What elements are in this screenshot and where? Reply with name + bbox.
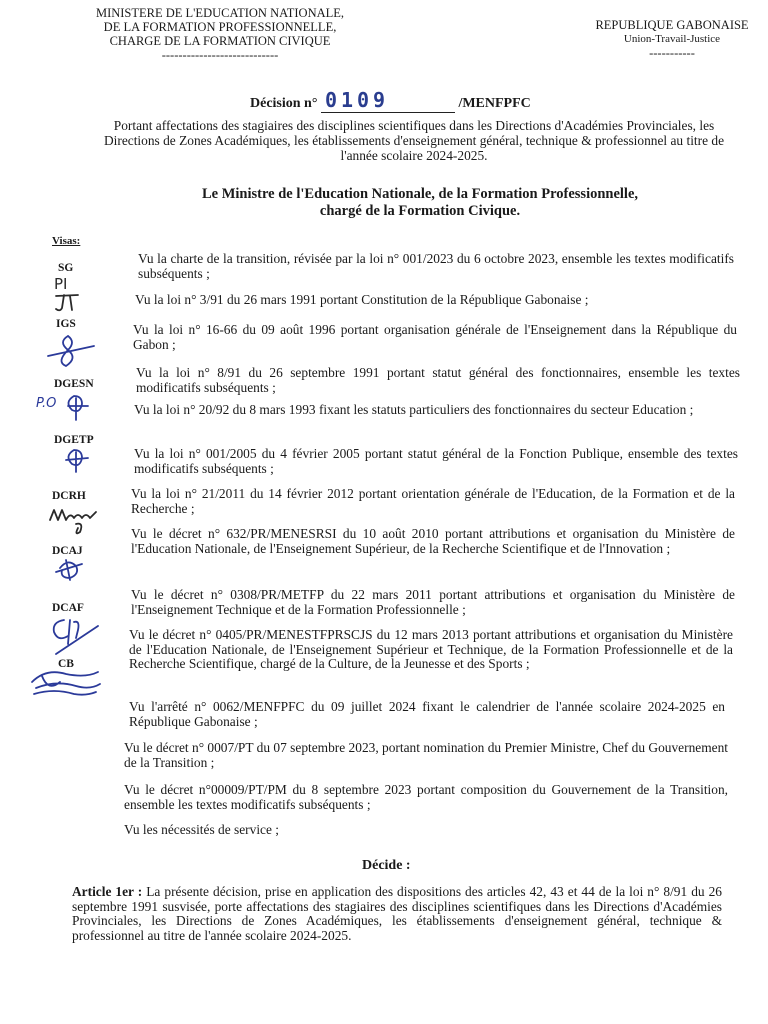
visa-item: Vu la loi n° 001/2005 du 4 février 2005 portant statut général de la Fonction Publique, ensemble des textes modificatifs subséquents ; [134,446,738,476]
dcaf-signature-icon [44,614,104,660]
visa-item: Vu l'arrêté n° 0062/MENFPFC du 09 juillet 2024 fixant le calendrier de l'année scolaire 2024-2025 en République Gabonaise ; [129,699,725,729]
dept-cb: CB [58,658,74,670]
dept-igs: IGS [56,318,76,330]
dept-dgetp: DGETP [54,434,94,446]
article-1 [72,885,722,943]
minister-line-1: Le Ministre de l'Education Nationale, de la Formation Professionnelle, [201,186,639,202]
dept-dcrh: DCRH [52,490,86,502]
visa-item: Vu le décret n° 0405/PR/MENESTFPRSCJS du 12 mars 2013 portant attributions et organisation du Ministère de l'Education Nationale, de l'Enseignement Supérieur et Technique, de la Formation Professionnelle et de la Recherche Scientifique, chargé de la Culture, de la Jeunesse et des Sports ; [129,627,733,671]
decision-number-stamp: 0109 [321,88,455,113]
visa-item: Vu la loi n° 8/91 du 26 septembre 1991 portant statut général des fonctionnaires, ensemble les textes modificatifs subséquents ; [136,365,740,395]
republic-title: REPUBLIQUE GABONAISE [595,18,749,32]
dgesn-signature-icon [60,392,94,422]
decision-subject: Portant affectations des stagiaires des disciplines scientifiques dans les Directions d'Académies Provinciales, les Directions de Zones Académiques, les établissements d'enseignement général, technique & professionnel au titre de l'année scolaire 2024-2025. [103,118,725,163]
visa-item: Vu la loi n° 21/2011 du 14 février 2012 portant orientation générale de l'Education, de la Formation et de la Recherche ; [131,486,735,516]
republic-separator: ----------- [649,46,695,60]
minister-title [140,186,700,220]
decision-number-line [250,88,531,113]
igs-signature-icon [38,332,98,372]
visa-item: Vu la loi n° 16-66 du 09 août 1996 portant organisation générale de l'Enseignement dans la République du Gabon ; [133,322,737,352]
visas-label: Visas: [52,235,81,247]
ministry-line-3: CHARGE DE LA FORMATION CIVIQUE [109,34,331,48]
article-1-label: Article 1er : [72,884,143,899]
article-1-text: La présente décision, prise en application des dispositions des articles 42, 43 et 44 de la loi n° 8/91 du 26 septembre 1991 susvisée, porte affectations des stagiaires des disciplines scientifiques dans les Directions d'Académies Provinciales, les Directions de Zones Académiques, les établissements d'enseignement général, technique & professionnel au titre de l'année scolaire 2024-2025. [72,884,722,943]
visa-item: Vu la charte de la transition, révisée par la loi n° 001/2023 du 6 octobre 2023, ensemble les textes modificatifs subséquents ; [138,251,734,281]
visa-item: Vu la loi n° 20/92 du 8 mars 1993 fixant les statuts particuliers des fonctionnaires du secteur Education ; [134,402,694,417]
visa-item: Vu le décret n° 0308/PR/METFP du 22 mars 2011 portant attributions et organisation du Ministère de l'Enseignement Technique et de la Formation Professionnelle ; [131,587,735,617]
decision-prefix: Décision n° [250,96,318,111]
dcaj-signature-icon [52,556,86,582]
visa-item: Vu le décret n°00009/PT/PM du 8 septembre 2023 portant composition du Gouvernement de la Transition, ensemble les textes modificatifs subséquents ; [124,782,728,812]
dcrh-signature-icon [46,502,106,538]
visa-item: Vu les nécessités de service ; [124,822,279,837]
dgetp-signature-icon [60,446,94,474]
republic-header [578,18,766,60]
ministry-line-2: DE LA FORMATION PROFESSIONNELLE, [103,20,337,34]
ministry-line-1: MINISTERE DE L'EDUCATION NATIONALE, [95,6,345,20]
cb-signature-icon [26,662,106,702]
decide-heading: Décide : [362,858,411,873]
minister-line-2: chargé de la Formation Civique. [319,203,521,219]
dept-dcaj: DCAJ [52,545,83,557]
dept-sg: SG [58,262,74,274]
visa-item: Vu le décret n° 0007/PT du 07 septembre 2023, portant nomination du Premier Ministre, Chef du Gouvernement de la Transition ; [124,740,728,770]
sg-signature-icon [50,292,84,314]
visa-item: Vu la loi n° 3/91 du 26 mars 1991 portant Constitution de la République Gabonaise ; [135,292,589,307]
dept-pi: PI [54,275,68,293]
dept-dgesn: DGESN [54,378,94,390]
ministry-separator: ---------------------------- [161,48,279,62]
ministry-header [60,6,380,62]
visa-item: Vu le décret n° 632/PR/MENESRSI du 10 août 2010 portant attributions et organisation du Ministère de l'Education Nationale, de l'Enseignement Supérieur, de la Recherche Scientifique et de l'Innovation ; [131,526,735,556]
dept-dcaf: DCAF [52,602,84,614]
decision-suffix: /MENFPFC [458,96,531,111]
dept-po: P.O [36,396,57,411]
republic-motto: Union-Travail-Justice [623,33,721,45]
